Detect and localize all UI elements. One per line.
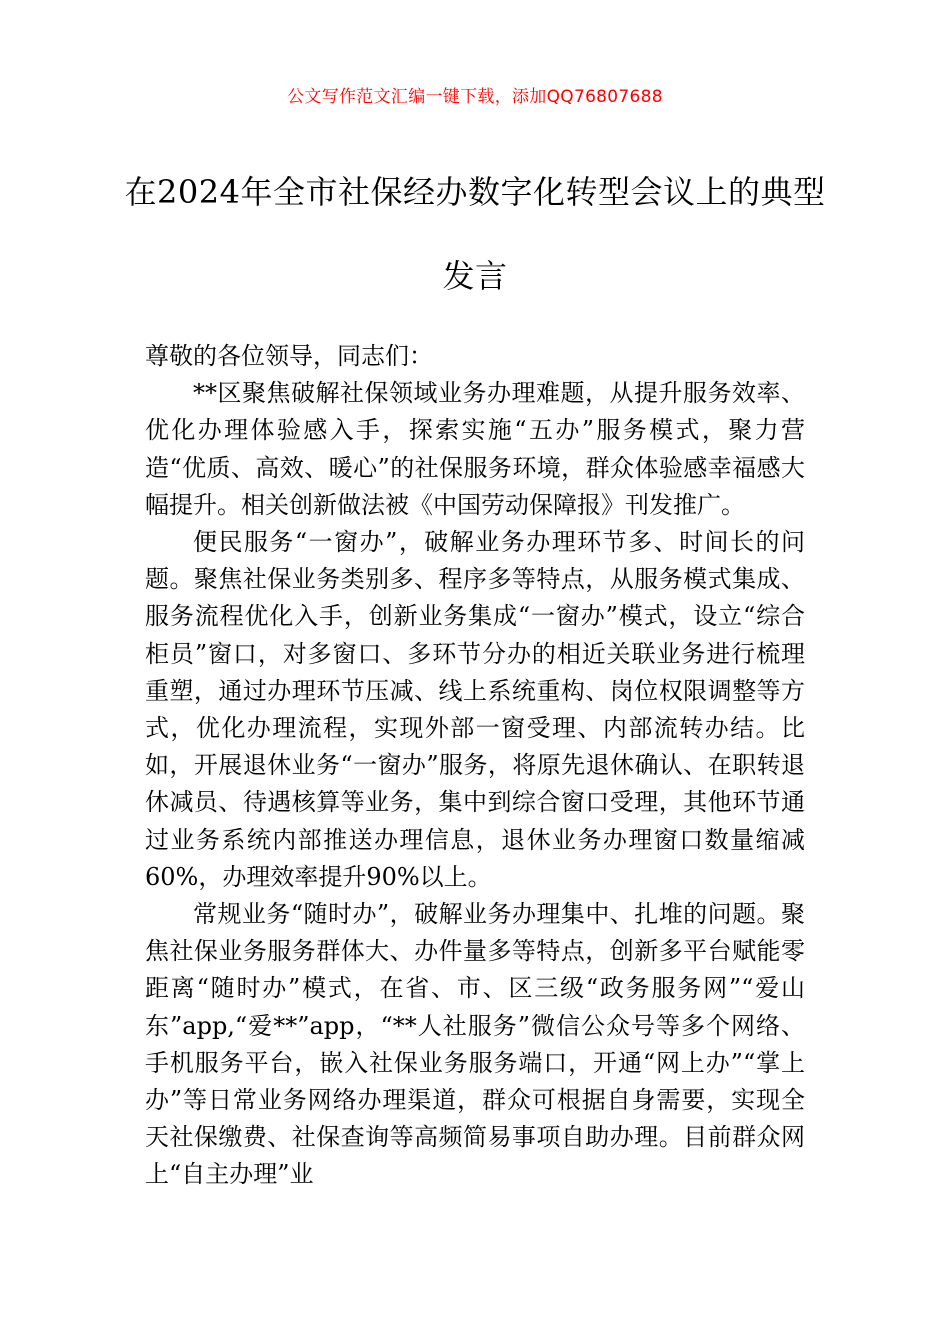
paragraph-anytime: 常规业务“随时办”，破解业务办理集中、扎堆的问题。聚焦社保业务服务群体大、办件量多等特点，创新多平台赋能零距离“随时办”模式，在省、市、区三级“政务服务网”“爱山东”app,“爱**”app，“**人社服务”微信公众号等多个网络、手机服务平台，嵌入社保业务服务端口，开通“网上办”“掌上办”等日常业务网络办理渠道，群众可根据自身需要，实现全天社保缴费、社保查询等高频简易事项自助办理。目前群众网上“自主办理”业 (145, 900, 805, 1189)
paragraph-intro: **区聚焦破解社保领域业务办理难题，从提升服务效率、优化办理体验感入手，探索实施“五办”服务模式，聚力营造“优质、高效、暖心”的社保服务环境，群众体验感幸福感大幅提升。相关创新做法被《中国劳动保障报》刊发推广。 (145, 379, 805, 519)
document-body (145, 338, 805, 1194)
download-banner: 公文写作范文汇编一键下载，添加QQ76807688 (287, 87, 663, 107)
document-title: 在2024年全市社保经办数字化转型会议上的典型发言 (124, 173, 826, 295)
paragraph-one-window: 便民服务“一窗办”，破解业务办理环节多、时间长的问题。聚焦社保业务类别多、程序多等特点，从服务模式集成、服务流程优化入手，创新业务集成“一窗办”模式，设立“综合柜员”窗口，对多窗口、多环节分办的相近关联业务进行梳理重塑，通过办理环节压减、线上系统重构、岗位权限调整等方式，优化办理流程，实现外部一窗受理、内部流转办结。比如，开展退休业务“一窗办”服务，将原先退休确认、在职转退休减员、待遇核算等业务，集中到综合窗口受理，其他环节通过业务系统内部推送办理信息，退休业务办理窗口数量缩减60%，办理效率提升90%以上。 (145, 528, 805, 891)
salutation: 尊敬的各位领导，同志们： (145, 342, 433, 370)
